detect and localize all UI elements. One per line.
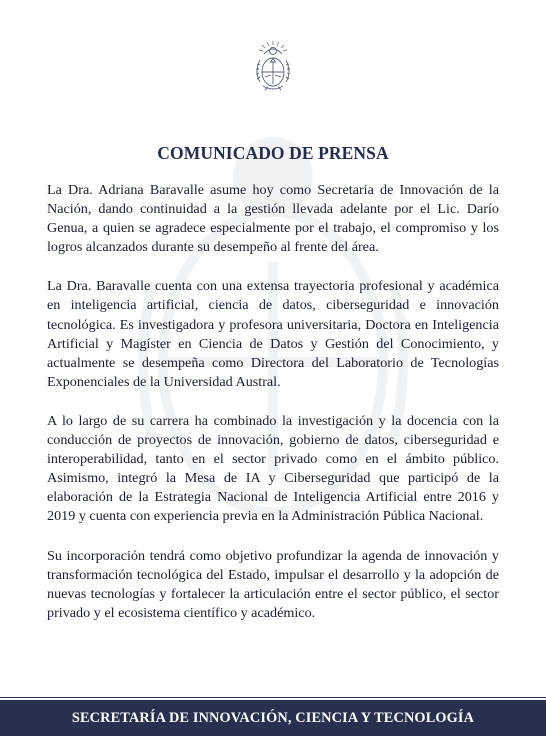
argentina-coat-of-arms-icon [248,40,298,102]
footer-divider [0,697,546,698]
paragraph: Su incorporación tendrá como objetivo profundizar la agenda de innovación y transformación tecnológica del Estado, impulsar el desarrollo y la adopción de nuevas tecnologías y fortalecer la articulación entre el sector público, el sector privado y el ecosistema científico y académico. [47,547,499,621]
paragraph: La Dra. Baravalle cuenta con una extensa trayectoria profesional y académica en inteligencia artificial, ciencia de datos, ciberseguridad e innovación tecnológica. Es investigadora y profesora universitaria, Doctora en Inteligencia Artificial y Magíster en Ciencia de Datos y Gestión del Conocimiento, y actualmente se desempeña como Directora del Laboratorio de Tecnologías Exponenciales de la Universidad Austral. [47,278,499,390]
paragraph: A lo largo de su carrera ha combinado la investigación y la docencia con la conducción de proyectos de innovación, gobierno de datos, ciberseguridad e interoperabilidad, tanto en el sector privado como en el ámbito público. Asimismo, integró la Mesa de IA y Ciberseguridad que participó de la elaboración de la Estrategia Nacional de Inteligencia Artificial entre 2016 y 2019 y cuenta con experiencia previa en la Administración Pública Nacional. [47,412,499,525]
paragraph: La Dra. Adriana Baravalle asume hoy como Secretaria de Innovación de la Nación, dando continuidad a la gestión llevada adelante por el Lic. Darío Genua, a quien se agradece especialmente por el trabajo, el compromiso y los logros alcanzados durante su desempeño al frente del área. [47,182,499,256]
press-release-body [47,181,499,643]
page-title: COMUNICADO DE PRENSA [157,143,389,163]
footer-banner [0,700,546,736]
footer-label: SECRETARÍA DE INNOVACIÓN, CIENCIA Y TECNOLOGÍA [71,709,475,726]
